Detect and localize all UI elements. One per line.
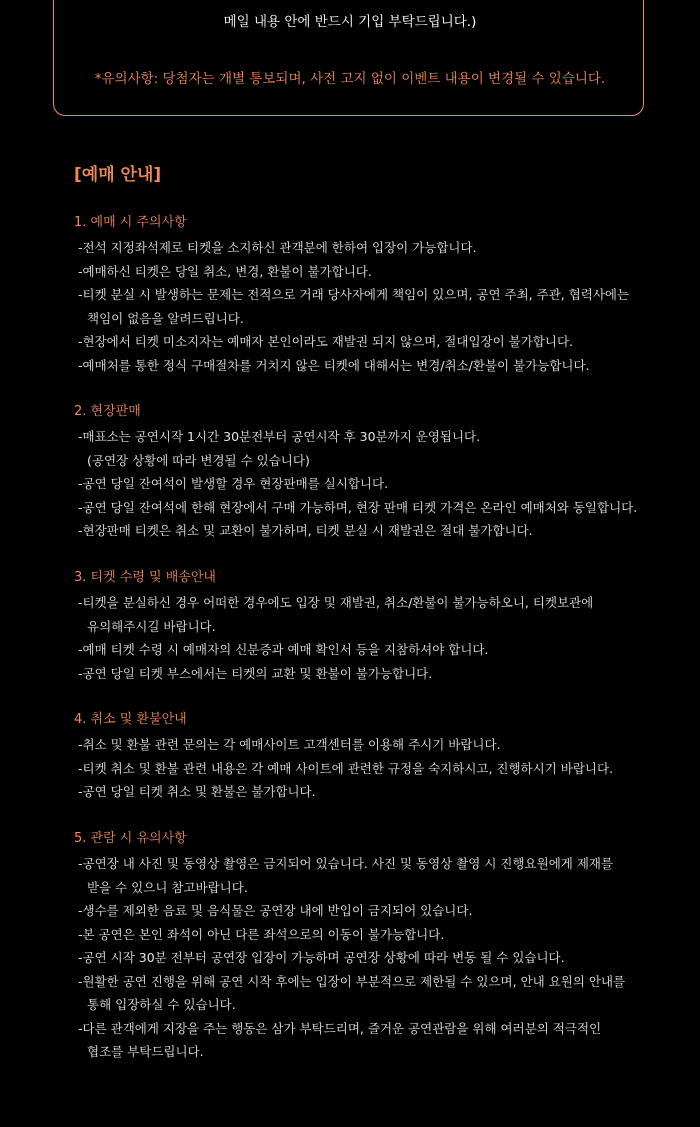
guide-item-text: -예매하신 티켓은 당일 취소, 변경, 환불이 불가합니다. [78, 263, 372, 279]
guide-item [74, 970, 674, 1017]
guide-item-text: -공연 당일 티켓 취소 및 환불은 불가합니다. [78, 784, 316, 799]
guide-item-text: -현장판매 티켓은 취소 및 교환이 불가하며, 티켓 분실 시 재발권은 절대 불가합니다. [78, 523, 533, 538]
guide-item-continuation: 받을 수 있으니 참고바랍니다. [87, 879, 248, 895]
guide-item-text: -매표소는 공연시작 1시간 30분전부터 공연시작 후 30분까지 운영됩니다. [78, 429, 481, 444]
guide-item [74, 496, 674, 520]
guide-item-continuation: 통해 입장하실 수 있습니다. [87, 997, 236, 1012]
guide-item [74, 519, 674, 543]
section-ticket-pickup [74, 568, 674, 685]
section-cancel-refund [74, 710, 674, 804]
guide-item-continuation: (공연장 상황에 따라 변경될 수 있습니다) [87, 452, 310, 468]
guide-item-text: -현장에서 티켓 미소지자는 예매자 본인이라도 재발권 되지 않으며, 절대입장이 불가합니다. [78, 334, 573, 349]
guide-item [74, 733, 674, 757]
section-title: 2. 현장판매 [74, 404, 141, 419]
guide-item [74, 638, 674, 662]
guide-item [74, 591, 674, 638]
guide-item-text: -공연 당일 티켓 부스에서는 티켓의 교환 및 환불이 불가능합니다. [78, 665, 433, 681]
notice-email-instruction: 메일 내용 안에 반드시 기입 부탁드립니다.) [223, 14, 477, 30]
guide-item-text: -예매처를 통한 정식 구매절차를 거치지 않은 티켓에 대해서는 변경/취소/환불이 불가능합니다. [78, 357, 590, 373]
guide-item [74, 283, 674, 330]
guide-item-text: -티켓 취소 및 환불 관련 내용은 각 예매 사이트에 관련한 규정을 숙지하시고, 진행하시기 바랍니다. [78, 760, 614, 776]
notice-caution: *유의사항: 당첨자는 개별 통보되며, 사전 고지 없이 이벤트 내용이 변경될 수 있습니다. [94, 71, 606, 87]
guide-item-text: -원활한 공연 진행을 위해 공연 시작 후에는 입장이 부분적으로 제한될 수 있으며, 안내 요원의 안내를 [78, 973, 626, 989]
section-viewing-cautions [74, 829, 674, 1064]
guide-item-continuation: 협조를 부탁드립니다. [87, 1044, 204, 1059]
guide-item [74, 852, 674, 899]
guide-item-continuation: 책임이 없음을 알려드립니다. [87, 310, 244, 326]
guide-item [74, 425, 674, 472]
guide-item [74, 946, 674, 970]
section-title: 5. 관람 시 유의사항 [74, 831, 187, 846]
guide-item [74, 260, 674, 284]
guide-item [74, 236, 674, 260]
section-title: 1. 예매 시 주의사항 [74, 215, 187, 230]
guide-item [74, 899, 674, 923]
guide-item [74, 662, 674, 686]
guide-item-text: -공연장 내 사진 및 동영상 촬영은 금지되어 있습니다. 사진 및 동영상 촬영 시 진행요원에게 제재를 [78, 856, 614, 871]
guide-item-text: -티켓을 분실하신 경우 어떠한 경우에도 입장 및 재발권, 취소/환불이 불가능하오니, 티켓보관에 [78, 595, 594, 610]
guide-item-text: -전석 지정좌석제로 티켓을 소지하신 관객분에 한하여 입장이 가능합니다. [78, 240, 477, 255]
guide-item [74, 757, 674, 781]
section-onsite-sales [74, 402, 674, 543]
guide-item-text: -공연 당일 잔여석이 발생할 경우 현장판매를 실시합니다. [78, 476, 389, 491]
guide-item-text: -공연 당일 잔여석에 한해 현장에서 구매 가능하며, 현장 판매 티켓 가격은 온라인 예매처와 동일합니다. [78, 499, 638, 515]
guide-item [74, 923, 674, 947]
guide-item [74, 330, 674, 354]
section-title: 4. 취소 및 환불안내 [74, 712, 187, 727]
guide-item-text: -티켓 분실 시 발생하는 문제는 전적으로 거래 당사자에게 책임이 있으며, 공연 주최, 주관, 협력사에는 [78, 287, 630, 302]
guide-item-text: -공연 시작 30분 전부터 공연장 입장이 가능하며 공연장 상황에 따라 변동 될 수 있습니다. [78, 950, 565, 965]
guide-item-text: -생수를 제외한 음료 및 음식물은 공연장 내에 반입이 금지되어 있습니다. [78, 903, 473, 918]
guide-item [74, 472, 674, 496]
guide-item [74, 1017, 674, 1064]
guide-item-text: -예매 티켓 수령 시 예매자의 신분증과 예매 확인서 등을 지참하셔야 합니다. [78, 642, 489, 657]
guide-item [74, 354, 674, 378]
guide-item-text: -본 공연은 본인 좌석이 아닌 다른 좌석으로의 이동이 불가능합니다. [78, 926, 445, 942]
guide-item-text: -취소 및 환불 관련 문의는 각 예매사이트 고객센터를 이용해 주시기 바랍니다. [78, 737, 501, 752]
guide-item-text: -다른 관객에게 지장을 주는 행동은 삼가 부탁드리며, 즐거운 공연관람을 위해 여러분의 적극적인 [78, 1020, 602, 1036]
guide-item [74, 780, 674, 804]
booking-guide-title: [예매 안내] [74, 165, 162, 185]
guide-item-continuation: 유의해주시길 바랍니다. [87, 618, 216, 634]
section-title: 3. 티켓 수령 및 배송안내 [74, 570, 216, 585]
section-booking-cautions [74, 213, 674, 377]
